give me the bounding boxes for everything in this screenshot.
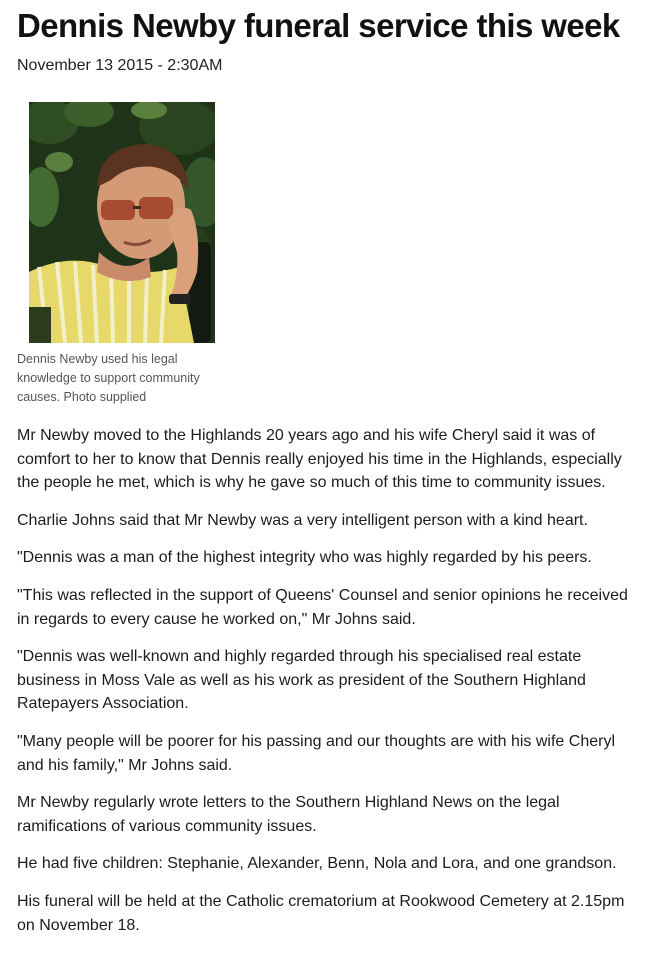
article-paragraph: Mr Newby regularly wrote letters to the Southern Highland News on the legal ramifications of various community issues.	[17, 794, 560, 835]
article	[17, 0, 642, 951]
article-paragraph: Charlie Johns said that Mr Newby was a very intelligent person with a kind heart.	[17, 511, 588, 529]
article-dateline: November 13 2015 - 2:30AM	[17, 57, 223, 74]
article-paragraph: His funeral will be held at the Catholic crematorium at Rookwood Cemetery at 2.15pm on November 18.	[17, 892, 625, 934]
article-paragraph: Mr Newby moved to the Highlands 20 years ago and his wife Cheryl said it was of comfort to her to know that Dennis really enjoyed his time in the Highlands, especially the people he met, which is why he gave so much of this time to community issues.	[17, 427, 622, 492]
article-paragraph: He had five children: Stephanie, Alexander, Benn, Nola and Lora, and one grandson.	[17, 855, 617, 873]
article-headline: Dennis Newby funeral service this week	[17, 7, 620, 44]
article-body	[17, 424, 642, 937]
article-paragraph: "This was reflected in the support of Queens' Counsel and senior opinions he received in regards to every cause he worked on," Mr Johns said.	[17, 586, 628, 628]
article-paragraph: "Many people will be poorer for his passing and our thoughts are with his wife Cheryl and his family," Mr Johns said.	[17, 732, 615, 774]
article-paragraph: "Dennis was well-known and highly regarded through his specialised real estate business in Moss Vale as well as his work as president of the Southern Highland Ratepayers Association.	[17, 648, 586, 713]
photo-caption: Dennis Newby used his legal knowledge to support community causes. Photo supplied	[17, 352, 200, 404]
article-figure	[17, 102, 217, 407]
article-paragraph: "Dennis was a man of the highest integrity who was highly regarded by his peers.	[17, 549, 592, 567]
portrait-photo[interactable]	[29, 102, 215, 343]
